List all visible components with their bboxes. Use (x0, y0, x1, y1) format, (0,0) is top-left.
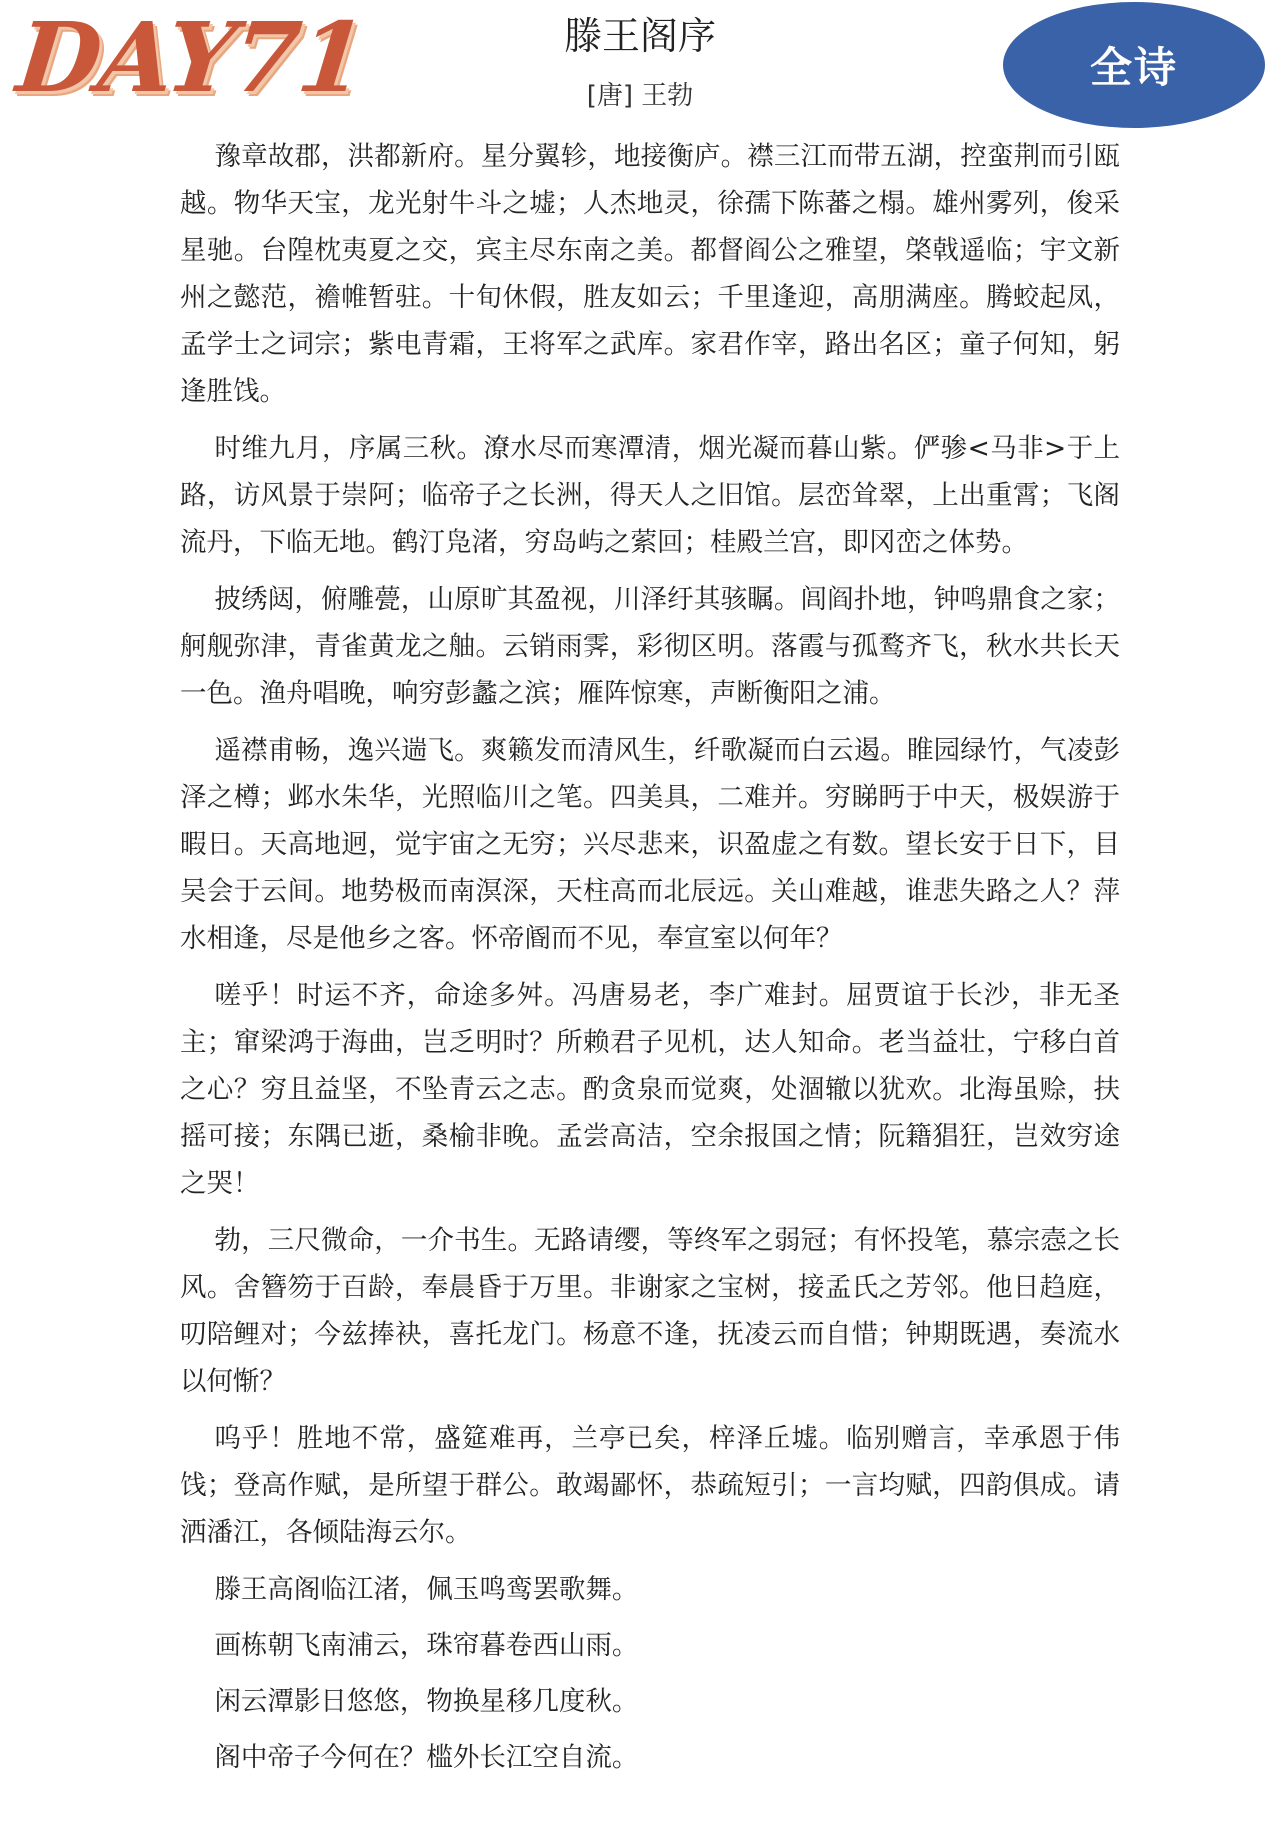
day-badge: DAY71 (12, 1, 370, 114)
poem-author: [唐] 王勃 (586, 81, 694, 111)
poem-body (180, 133, 1120, 1790)
verse-line: 阁中帝子今何在？槛外长江空自流。 (214, 1742, 639, 1773)
verse-line: 滕王高阁临江渚，佩玉鸣鸾罢歌舞。 (214, 1574, 639, 1605)
paragraph: 披绣闼，俯雕甍，山原旷其盈视，川泽纡其骇瞩。闾阎扑地，钟鸣鼎食之家；舸舰弥津，青雀黄龙之舳。云销雨霁，彩彻区明。落霞与孤鹜齐飞，秋水共长天一色。渔舟唱晚，响穷彭蠡之滨；雁阵惊寒，声断衡阳之浦。 (180, 584, 1120, 709)
poem-title: 滕王阁序 (563, 14, 716, 58)
paragraph: 遥襟甫畅，逸兴遄飞。爽籁发而清风生，纤歌凝而白云遏。睢园绿竹，气凌彭泽之樽；邺水朱华，光照临川之笔。四美具，二难并。穷睇眄于中天，极娱游于暇日。天高地迥，觉宇宙之无穷；兴尽悲来，识盈虚之有数。望长安于日下，目吴会于云间。地势极而南溟深，天柱高而北辰远。关山难越，谁悲失路之人？萍水相逢，尽是他乡之客。怀帝阍而不见，奉宣室以何年？ (180, 735, 1120, 954)
paragraph: 呜乎！胜地不常，盛筵难再，兰亭已矣，梓泽丘墟。临别赠言，幸承恩于伟饯；登高作赋，是所望于群公。敢竭鄙怀，恭疏短引；一言均赋，四韵俱成。请洒潘江，各倾陆海云尔。 (180, 1423, 1120, 1548)
verse-line: 画栋朝飞南浦云，珠帘暮卷西山雨。 (214, 1630, 639, 1661)
paragraph: 嗟乎！时运不齐，命途多舛。冯唐易老，李广难封。屈贾谊于长沙，非无圣主；窜梁鸿于海曲，岂乏明时？所赖君子见机，达人知命。老当益壮，宁移白首之心？穷且益坚，不坠青云之志。酌贪泉而觉爽，处涸辙以犹欢。北海虽赊，扶摇可接；东隅已逝，桑榆非晚。孟尝高洁，空余报国之情；阮籍猖狂，岂效穷途之哭！ (180, 980, 1120, 1199)
verse-line: 闲云潭影日悠悠，物换星移几度秋。 (214, 1686, 639, 1717)
paragraph: 时维九月，序属三秋。潦水尽而寒潭清，烟光凝而暮山紫。俨骖<马非>于上路，访风景于崇阿；临帝子之长洲，得天人之旧馆。层峦耸翠，上出重霄；飞阁流丹，下临无地。鹤汀凫渚，穷岛屿之萦回；桂殿兰宫，即冈峦之体势。 (180, 433, 1120, 558)
paragraph: 勃，三尺微命，一介书生。无路请缨，等终军之弱冠；有怀投笔，慕宗悫之长风。舍簪笏于百龄，奉晨昏于万里。非谢家之宝树，接孟氏之芳邻。他日趋庭，叨陪鲤对；今兹捧袂，喜托龙门。杨意不逢，抚凌云而自惜；钟期既遇，奏流水以何惭？ (180, 1225, 1120, 1397)
full-poem-button[interactable]: 全诗 (1003, 2, 1265, 128)
paragraph: 豫章故郡，洪都新府。星分翼轸，地接衡庐。襟三江而带五湖，控蛮荆而引瓯越。物华天宝，龙光射牛斗之墟；人杰地灵，徐孺下陈蕃之榻。雄州雾列，俊采星驰。台隍枕夷夏之交，宾主尽东南之美。都督阎公之雅望，棨戟遥临；宇文新州之懿范，襜帷暂驻。十旬休假，胜友如云；千里逢迎，高朋满座。腾蛟起凤，孟学士之词宗；紫电青霜，王将军之武库。家君作宰，路出名区；童子何知，躬逢胜饯。 (180, 141, 1120, 407)
